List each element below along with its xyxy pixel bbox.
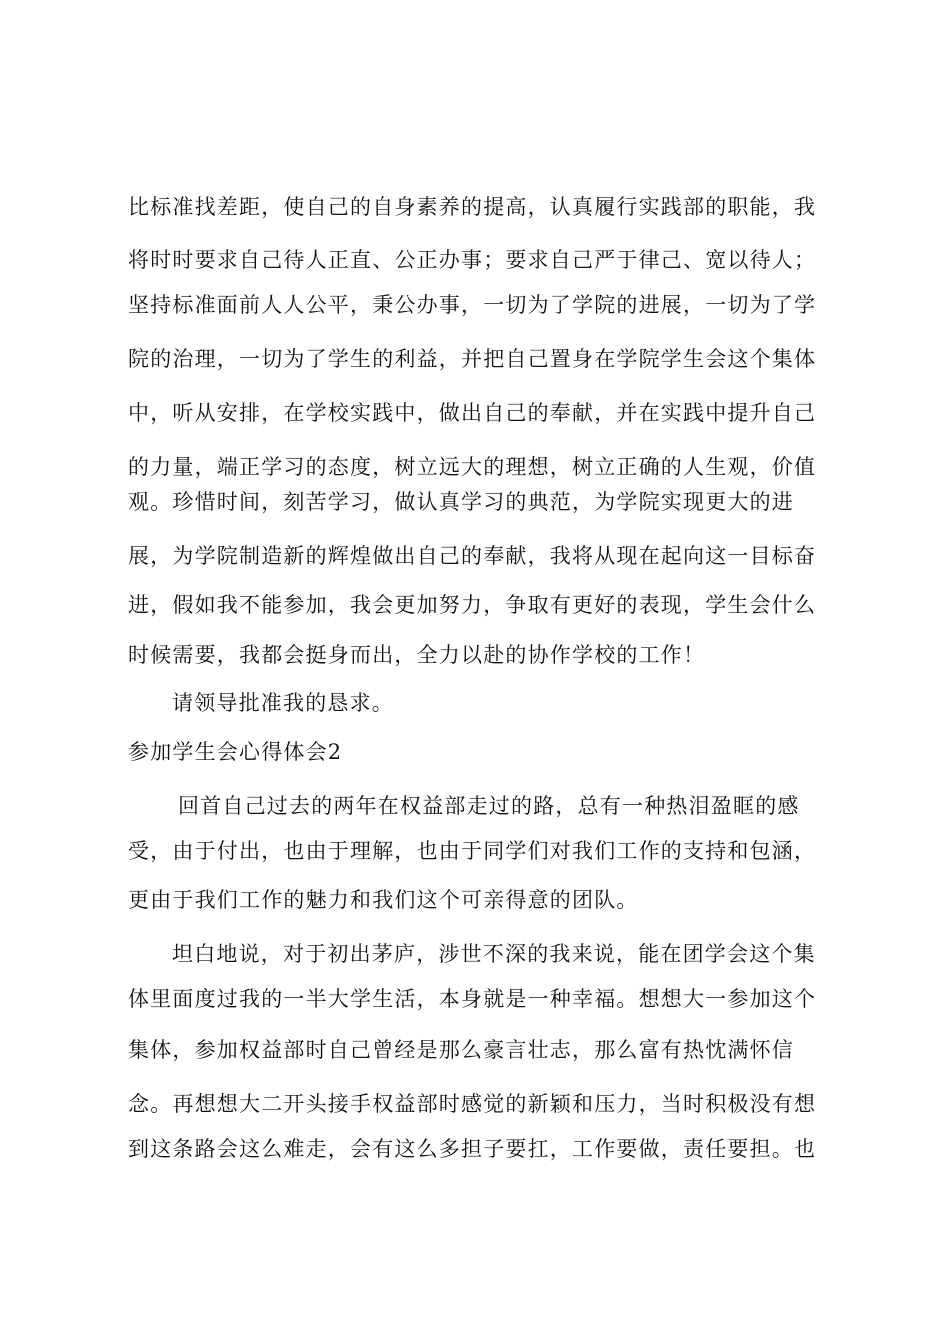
- request-line: 请领导批准我的恳求。: [172, 691, 394, 715]
- text-line: 坚持标准面前人人公平，秉公办事，一切为了学院的进展，一切为了学: [128, 293, 817, 317]
- text-line: 院的治理，一切为了学生的利益，并把自己置身在学院学生会这个集体: [128, 347, 817, 371]
- text-line: 时候需要，我都会挺身而出，全力以赴的协作学校的工作！: [128, 643, 706, 667]
- text-line: 将时时要求自己待人正直、公正办事；要求自己严于律己、宽以待人；: [128, 248, 817, 272]
- text-line: 更由于我们工作的魅力和我们这个可亲得意的团队。: [128, 888, 639, 912]
- section-heading: 参加学生会心得体会2: [128, 740, 343, 764]
- text-line: 中，听从安排，在学校实践中，做出自己的奉献，并在实践中提升自己: [128, 401, 817, 425]
- text-line: 展，为学院制造新的辉煌做出自己的奉献，我将从现在起向这一目标奋: [128, 544, 817, 568]
- text-line: 进，假如我不能参加，我会更加努力，争取有更好的表现，学生会什么: [128, 593, 817, 617]
- text-line: 观。珍惜时间，刻苦学习，做认真学习的典范，为学院实现更大的进: [128, 490, 794, 514]
- text-line: 坦白地说，对于初出茅庐，涉世不深的我来说，能在团学会这个集: [172, 942, 816, 966]
- text-line: 受，由于付出，也由于理解，也由于同学们对我们工作的支持和包涵，: [128, 839, 817, 863]
- text-line: 比标准找差距，使自己的自身素养的提高，认真履行实践部的职能，我: [128, 195, 817, 219]
- text-line: 念。再想想大二开头接手权益部时感觉的新颖和压力，当时积极没有想: [128, 1092, 817, 1116]
- text-line: 集体，参加权益部时自己曾经是那么豪言壮志，那么富有热忱满怀信: [128, 1038, 794, 1062]
- text-line: 的力量，端正学习的态度，树立远大的理想，树立正确的人生观，价值: [128, 455, 817, 479]
- text-line: 到这条路会这么难走，会有这么多担子要扛，工作要做，责任要担。也: [128, 1137, 817, 1161]
- text-line: 回首自己过去的两年在权益部走过的路，总有一种热泪盈眶的感: [178, 794, 800, 818]
- text-line: 体里面度过我的一半大学生活，本身就是一种幸福。想想大一参加这个: [128, 987, 817, 1011]
